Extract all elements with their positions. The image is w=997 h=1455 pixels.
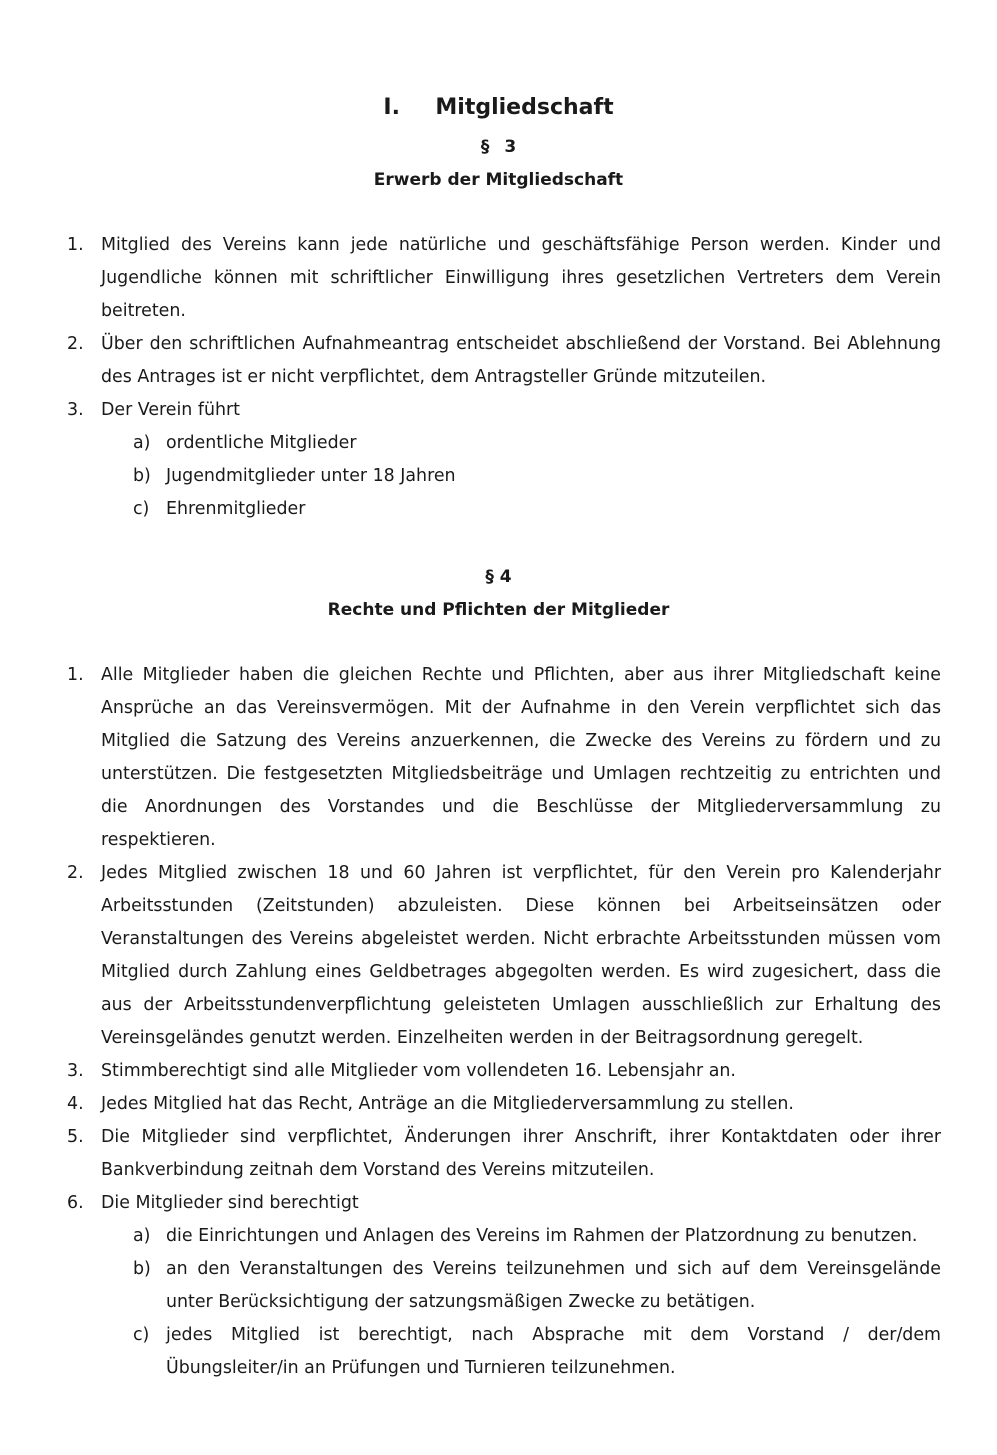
section-4-list	[0, 659, 997, 1385]
sub-item-letter: a)	[133, 1226, 151, 1246]
section-3-number	[0, 135, 997, 159]
item-text: Alle Mitglieder haben die gleichen Rechte und Pflichten, aber aus ihrer Mitgliedschaft keine Ansprüche an das Vereinsvermögen. Mit der Aufnahme in den Verein verpflichtet sich das Mitglied die Satzung des Vereins anzuerkennen, die Zwecke des Vereins zu fördern und zu unterstützen. Die festgesetzten Mitgliedsbeiträge und Umlagen rechtzeitig zu entrichten und die Anordnungen des Vorstandes und die Beschlüsse der Mitgliederversammlung zu respektieren.	[101, 665, 941, 850]
sub-list-item	[101, 493, 941, 526]
list-item	[0, 659, 997, 857]
section-3-num: 3	[504, 137, 517, 157]
section-4-number: § 4	[485, 567, 512, 587]
list-item	[0, 1088, 997, 1121]
item-text: Jedes Mitglied hat das Recht, Anträge an die Mitgliederversammlung zu stellen.	[101, 1094, 794, 1114]
chapter-title: Mitgliedschaft	[435, 95, 614, 120]
sub-item-text: an den Veranstaltungen des Vereins teilzunehmen und sich auf dem Vereinsgelände unter Berücksichtigung der satzungsmäßigen Zwecke zu betätigen.	[166, 1259, 941, 1312]
item-number: 2.	[67, 863, 84, 883]
item-text: Mitglied des Vereins kann jede natürliche und geschäftsfähige Person werden. Kinder und Jugendliche können mit schriftlicher Einwilligung ihres gesetzlichen Vertreters dem Verein beitreten.	[101, 235, 941, 321]
sub-list	[101, 1220, 941, 1385]
sub-list-item	[101, 1253, 941, 1319]
item-number: 1.	[67, 235, 84, 255]
sub-item-text: ordentliche Mitglieder	[166, 433, 357, 453]
sub-item-text: die Einrichtungen und Anlagen des Vereins im Rahmen der Platzordnung zu benutzen.	[166, 1226, 918, 1246]
list-item	[0, 1121, 997, 1187]
list-item	[0, 229, 997, 328]
list-item	[0, 394, 997, 526]
sub-list-item	[101, 460, 941, 493]
list-item	[0, 1055, 997, 1088]
item-text: Jedes Mitglied zwischen 18 und 60 Jahren ist verpflichtet, für den Verein pro Kalenderjahr Arbeitsstunden (Zeitstunden) abzuleisten. Diese können bei Arbeitseinsätzen oder Veranstaltungen des Vereins abgeleistet werden. Nicht erbrachte Arbeitsstunden müssen vom Mitglied durch Zahlung eines Geldbetrages abgegolten werden. Es wird zugesichert, dass die aus der Arbeitsstundenverpflichtung geleisteten Umlagen ausschließlich zur Erhaltung des Vereinsgeländes genutzt werden. Einzelheiten werden in der Beitragsordnung geregelt.	[101, 863, 941, 1048]
item-text: Die Mitglieder sind berechtigt	[101, 1193, 359, 1213]
list-item	[0, 328, 997, 394]
item-number: 1.	[67, 665, 84, 685]
sub-list	[101, 427, 941, 526]
list-item	[0, 857, 997, 1055]
section-sign: §	[480, 137, 490, 157]
list-item	[0, 1187, 997, 1385]
item-number: 2.	[67, 334, 84, 354]
item-number: 5.	[67, 1127, 84, 1147]
sub-list-item	[101, 427, 941, 460]
sub-item-text: Jugendmitglieder unter 18 Jahren	[166, 466, 456, 486]
sub-item-letter: c)	[133, 499, 150, 519]
sub-item-letter: b)	[133, 466, 151, 486]
sub-item-text: jedes Mitglied ist berechtigt, nach Absprache mit dem Vorstand / der/dem Übungsleiter/in an Prüfungen und Turnieren teilzunehmen.	[166, 1325, 941, 1378]
item-number: 6.	[67, 1193, 84, 1213]
sub-item-letter: a)	[133, 433, 151, 453]
chapter-number: I.	[383, 95, 400, 120]
sub-item-letter: c)	[133, 1325, 150, 1345]
item-number: 3.	[67, 400, 84, 420]
item-text: Die Mitglieder sind verpflichtet, Änderungen ihrer Anschrift, ihrer Kontaktdaten oder ihrer Bankverbindung zeitnah dem Vorstand des Vereins mitzuteilen.	[101, 1127, 941, 1180]
item-text: Über den schriftlichen Aufnahmeantrag entscheidet abschließend der Vorstand. Bei Ablehnung des Antrages ist er nicht verpflichtet, dem Antragsteller Gründe mitzuteilen.	[101, 334, 941, 387]
sub-list-item	[101, 1220, 941, 1253]
section-3-list	[0, 229, 997, 526]
item-number: 3.	[67, 1061, 84, 1081]
item-text: Der Verein führt	[101, 400, 240, 420]
section-3-title: Erwerb der Mitgliedschaft	[373, 170, 624, 190]
chapter-heading	[0, 93, 997, 123]
item-number: 4.	[67, 1094, 84, 1114]
item-text: Stimmberechtigt sind alle Mitglieder vom vollendeten 16. Lebensjahr an.	[101, 1061, 736, 1081]
sub-item-letter: b)	[133, 1259, 151, 1279]
section-4-title: Rechte und Pflichten der Mitglieder	[327, 600, 670, 620]
sub-list-item	[101, 1319, 941, 1385]
sub-item-text: Ehrenmitglieder	[166, 499, 306, 519]
